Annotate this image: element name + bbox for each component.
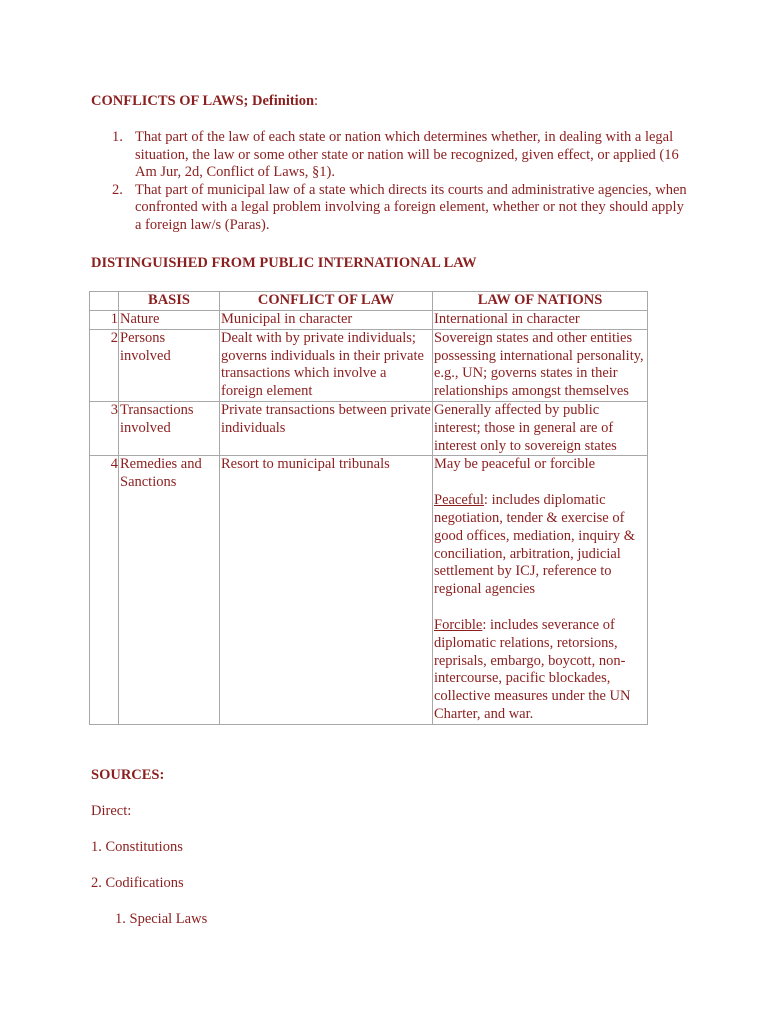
row-nations-remedies (433, 456, 648, 724)
peaceful-paragraph (434, 492, 646, 599)
row-number: 2 (90, 329, 119, 401)
row-nations: Sovereign states and other entities possessing international personality, e.g., UN; governs states in their relationships amongst themselves (433, 329, 648, 401)
distinguished-heading: DISTINGUISHED FROM PUBLIC INTERNATIONAL LAW (91, 255, 477, 271)
row-basis: Nature (119, 311, 220, 330)
table-row (90, 311, 648, 330)
row-number: 1 (90, 311, 119, 330)
table-header-nations: LAW OF NATIONS (433, 292, 648, 311)
definition-item (91, 129, 691, 182)
table-header-row (90, 292, 648, 311)
table-row (90, 456, 648, 724)
row-number: 4 (90, 456, 119, 724)
paragraph-gap (434, 474, 646, 492)
paragraph-gap (434, 599, 646, 617)
definitions-list (91, 129, 691, 234)
definition-item (91, 182, 691, 235)
row-conflict: Resort to municipal tribunals (220, 456, 433, 724)
definition-number: 1. (112, 129, 123, 145)
definition-number: 2. (112, 181, 123, 198)
row-conflict: Municipal in character (220, 311, 433, 330)
forcible-label: Forcible (434, 616, 483, 633)
comparison-table (89, 291, 648, 725)
direct-label: Direct: (91, 803, 132, 819)
row-nations: International in character (433, 311, 648, 330)
table-row (90, 401, 648, 455)
definition-text: That part of municipal law of a state which directs its courts and administrative agencies, when confronted with a legal problem involving a foreign element, whether or not they should apply a foreign law/s (Paras). (135, 181, 687, 233)
remedies-intro: May be peaceful or forcible (434, 456, 596, 473)
row-conflict: Dealt with by private individuals; governs individuals in their private transactions which involve a foreign element (220, 329, 433, 401)
row-number: 3 (90, 401, 119, 455)
row-basis: Persons involved (119, 329, 220, 401)
source-item-codifications: 2. Codifications (91, 875, 184, 891)
forcible-text: : includes severance of diplomatic relations, retorsions, reprisals, embargo, boycott, non-intercourse, pacific blockades, collective measures under the UN Charter, and war. (434, 616, 631, 722)
table-row (90, 329, 648, 401)
peaceful-label: Peaceful (434, 492, 484, 509)
row-nations: Generally affected by public interest; those in general are of interest only to sovereign states (433, 401, 648, 455)
table-header-conflict: CONFLICT OF LAW (220, 292, 433, 311)
sources-heading: SOURCES: (91, 767, 165, 783)
row-basis: Transactions involved (119, 401, 220, 455)
peaceful-text: : includes diplomatic negotiation, tender & exercise of good offices, mediation, inquiry & conciliation, arbitration, judicial settlement by ICJ, reference to regional agencies (434, 492, 636, 598)
table-header-basis: BASIS (119, 292, 220, 311)
row-conflict: Private transactions between private individuals (220, 401, 433, 455)
definition-heading-colon: : (314, 93, 319, 109)
table-header-blank (90, 292, 119, 311)
source-item-constitutions: 1. Constitutions (91, 839, 183, 855)
forcible-paragraph (434, 617, 646, 724)
row-basis: Remedies and Sanctions (119, 456, 220, 724)
definition-text: That part of the law of each state or nation which determines whether, in dealing with a legal situation, the law or some other state or nation will be recognized, given effect, or applied (16 Am Jur, 2d, Conflict of Laws, §1). (135, 129, 679, 180)
source-subitem-special-laws: 1. Special Laws (115, 911, 208, 927)
definition-heading (91, 93, 318, 111)
definition-heading-text: CONFLICTS OF LAWS; Definition (91, 93, 315, 109)
